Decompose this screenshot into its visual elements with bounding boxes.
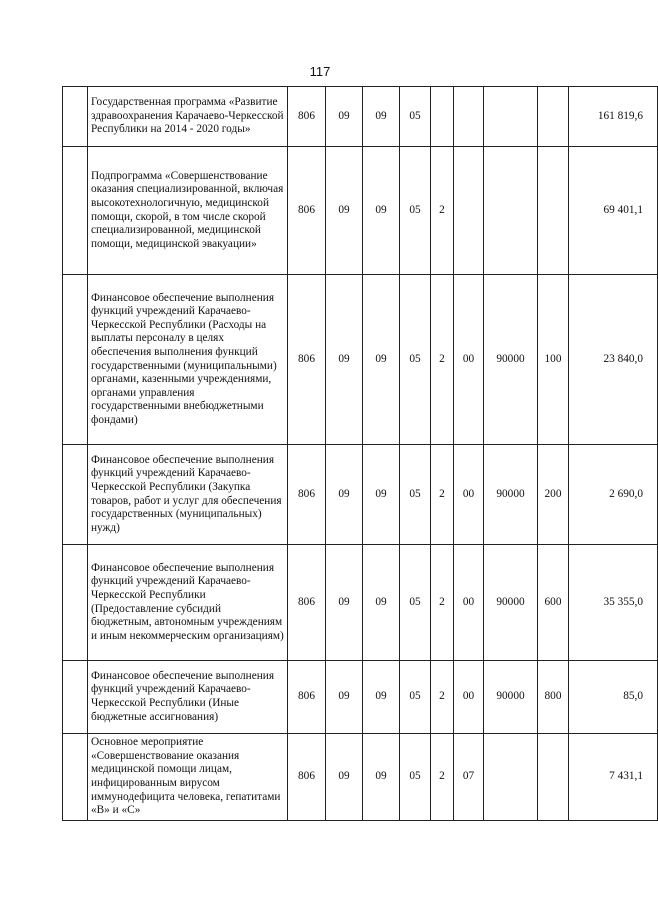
program-code: 05 <box>400 545 431 661</box>
section-code: 09 <box>326 87 363 147</box>
table-row <box>63 445 658 545</box>
activity-code: 07 <box>454 734 484 821</box>
section-code: 09 <box>326 147 363 275</box>
ved-code: 806 <box>288 147 326 275</box>
direction-code: 90000 <box>484 545 538 661</box>
amount: 2 690,0 <box>569 445 658 545</box>
table-row <box>63 661 658 734</box>
subprogram-code: 2 <box>431 661 454 734</box>
expense-type-code <box>538 147 569 275</box>
direction-code: 90000 <box>484 445 538 545</box>
table-row <box>63 545 658 661</box>
row-name: Финансовое обеспечение выполнения функций учреждений Карачаево-Черкесской Республики (Предоставление субсидий бюджетным, автономным учреждениям и иным некоммерческим организациям) <box>88 545 288 661</box>
subsection-code: 09 <box>363 661 400 734</box>
table-row <box>63 147 658 275</box>
subsection-code: 09 <box>363 147 400 275</box>
activity-code: 00 <box>454 545 484 661</box>
blank-cell <box>63 147 88 275</box>
row-name: Государственная программа «Развитие здравоохранения Карачаево-Черкесской Республики на 2014 - 2020 годы» <box>88 87 288 147</box>
direction-code: 90000 <box>484 275 538 445</box>
row-name: Основное мероприятие «Совершенствование оказания медицинской помощи лицам, инфицированным вирусом иммунодефицита человека, гепатитами «В» и «С» <box>88 734 288 821</box>
ved-code: 806 <box>288 87 326 147</box>
row-name: Финансовое обеспечение выполнения функций учреждений Карачаево-Черкесской Республики (Иные бюджетные ассигнования) <box>88 661 288 734</box>
program-code: 05 <box>400 87 431 147</box>
ved-code: 806 <box>288 661 326 734</box>
page-number: 117 <box>309 64 331 79</box>
amount: 23 840,0 <box>569 275 658 445</box>
expense-type-code: 200 <box>538 445 569 545</box>
direction-code <box>484 87 538 147</box>
section-code: 09 <box>326 734 363 821</box>
expense-type-code: 800 <box>538 661 569 734</box>
subsection-code: 09 <box>363 87 400 147</box>
blank-cell <box>63 661 88 734</box>
amount: 7 431,1 <box>569 734 658 821</box>
subprogram-code: 2 <box>431 734 454 821</box>
program-code: 05 <box>400 147 431 275</box>
amount: 69 401,1 <box>569 147 658 275</box>
ved-code: 806 <box>288 545 326 661</box>
program-code: 05 <box>400 661 431 734</box>
section-code: 09 <box>326 275 363 445</box>
ved-code: 806 <box>288 275 326 445</box>
blank-cell <box>63 445 88 545</box>
subprogram-code <box>431 87 454 147</box>
row-name: Финансовое обеспечение выполнения функций учреждений Карачаево-Черкесской Республики (Закупка товаров, работ и услуг для обеспечения государственных (муниципальных) нужд) <box>88 445 288 545</box>
subprogram-code: 2 <box>431 545 454 661</box>
ved-code: 806 <box>288 445 326 545</box>
activity-code <box>454 147 484 275</box>
subsection-code: 09 <box>363 734 400 821</box>
row-name: Финансовое обеспечение выполнения функций учреждений Карачаево-Черкесской Республики (Расходы на выплаты персоналу в целях обеспечения выполнения функций государственными (муниципальными) органами, казенными учреждениями, органами управления государственными внебюджетными фондами) <box>88 275 288 445</box>
activity-code <box>454 87 484 147</box>
row-name: Подпрограмма «Совершенствование оказания специализированной, включая высокотехнологичную, медицинской помощи, скорой, в том числе скорой специализированной, медицинской помощи, медицинской эвакуации» <box>88 147 288 275</box>
section-code: 09 <box>326 445 363 545</box>
activity-code: 00 <box>454 445 484 545</box>
table-row <box>63 87 658 147</box>
activity-code: 00 <box>454 661 484 734</box>
expense-type-code: 100 <box>538 275 569 445</box>
subprogram-code: 2 <box>431 147 454 275</box>
expense-type-code <box>538 87 569 147</box>
blank-cell <box>63 87 88 147</box>
blank-cell <box>63 545 88 661</box>
amount: 85,0 <box>569 661 658 734</box>
budget-table <box>62 86 658 821</box>
expense-type-code: 600 <box>538 545 569 661</box>
activity-code: 00 <box>454 275 484 445</box>
expense-type-code <box>538 734 569 821</box>
subsection-code: 09 <box>363 275 400 445</box>
subprogram-code: 2 <box>431 275 454 445</box>
program-code: 05 <box>400 445 431 545</box>
section-code: 09 <box>326 545 363 661</box>
program-code: 05 <box>400 275 431 445</box>
subsection-code: 09 <box>363 445 400 545</box>
ved-code: 806 <box>288 734 326 821</box>
direction-code <box>484 734 538 821</box>
table-row <box>63 275 658 445</box>
section-code: 09 <box>326 661 363 734</box>
subsection-code: 09 <box>363 545 400 661</box>
blank-cell <box>63 734 88 821</box>
direction-code <box>484 147 538 275</box>
table-row <box>63 734 658 821</box>
amount: 161 819,6 <box>569 87 658 147</box>
subprogram-code: 2 <box>431 445 454 545</box>
blank-cell <box>63 275 88 445</box>
direction-code: 90000 <box>484 661 538 734</box>
amount: 35 355,0 <box>569 545 658 661</box>
program-code: 05 <box>400 734 431 821</box>
